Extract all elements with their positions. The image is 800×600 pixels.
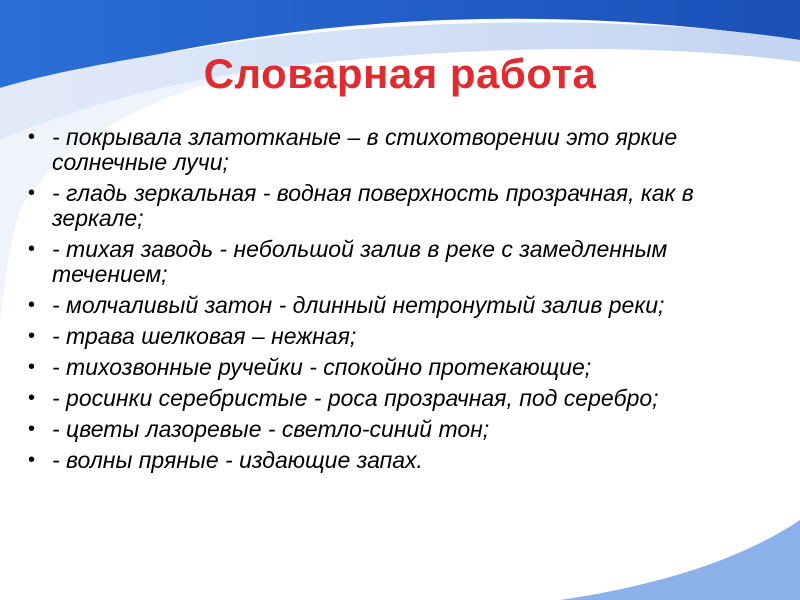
bullet-icon: • bbox=[28, 418, 36, 440]
list-item-text: - покрывала златотканые – в стихотворении это яркие солнечные лучи; bbox=[52, 124, 678, 175]
list-item-text: - тихозвонные ручейки - спокойно протекающие; bbox=[52, 354, 592, 380]
list-item bbox=[28, 417, 768, 442]
bullet-icon: • bbox=[28, 294, 36, 316]
vocabulary-list bbox=[28, 125, 768, 479]
list-item bbox=[28, 324, 768, 349]
list-item-text: - волны пряные - издающие запах. bbox=[52, 447, 423, 473]
list-item-text: - росинки серебристые - роса прозрачная, под серебро; bbox=[52, 385, 659, 411]
bullet-icon: • bbox=[28, 325, 36, 347]
bullet-icon: • bbox=[28, 356, 36, 378]
list-item bbox=[28, 448, 768, 473]
bullet-icon: • bbox=[28, 387, 36, 409]
list-item-text: - гладь зеркальная - водная поверхность прозрачная, как в зеркале; bbox=[52, 180, 694, 231]
slide-title: Словарная работа bbox=[203, 50, 597, 97]
list-item-text: - тихая заводь - небольшой залив в реке с замедленным течением; bbox=[52, 236, 668, 287]
list-item bbox=[28, 293, 768, 318]
list-item bbox=[28, 386, 768, 411]
list-item bbox=[28, 125, 768, 175]
list-item bbox=[28, 355, 768, 380]
list-item bbox=[28, 181, 768, 231]
bullet-icon: • bbox=[28, 238, 36, 260]
bullet-icon: • bbox=[28, 182, 36, 204]
bullet-icon: • bbox=[28, 126, 36, 148]
bullet-icon: • bbox=[28, 449, 36, 471]
list-item-text: - цветы лазоревые - светло-синий тон; bbox=[52, 416, 490, 442]
list-item bbox=[28, 237, 768, 287]
list-item-text: - молчаливый затон - длинный нетронутый залив реки; bbox=[52, 292, 665, 318]
list-item-text: - трава шелковая – нежная; bbox=[52, 323, 357, 349]
